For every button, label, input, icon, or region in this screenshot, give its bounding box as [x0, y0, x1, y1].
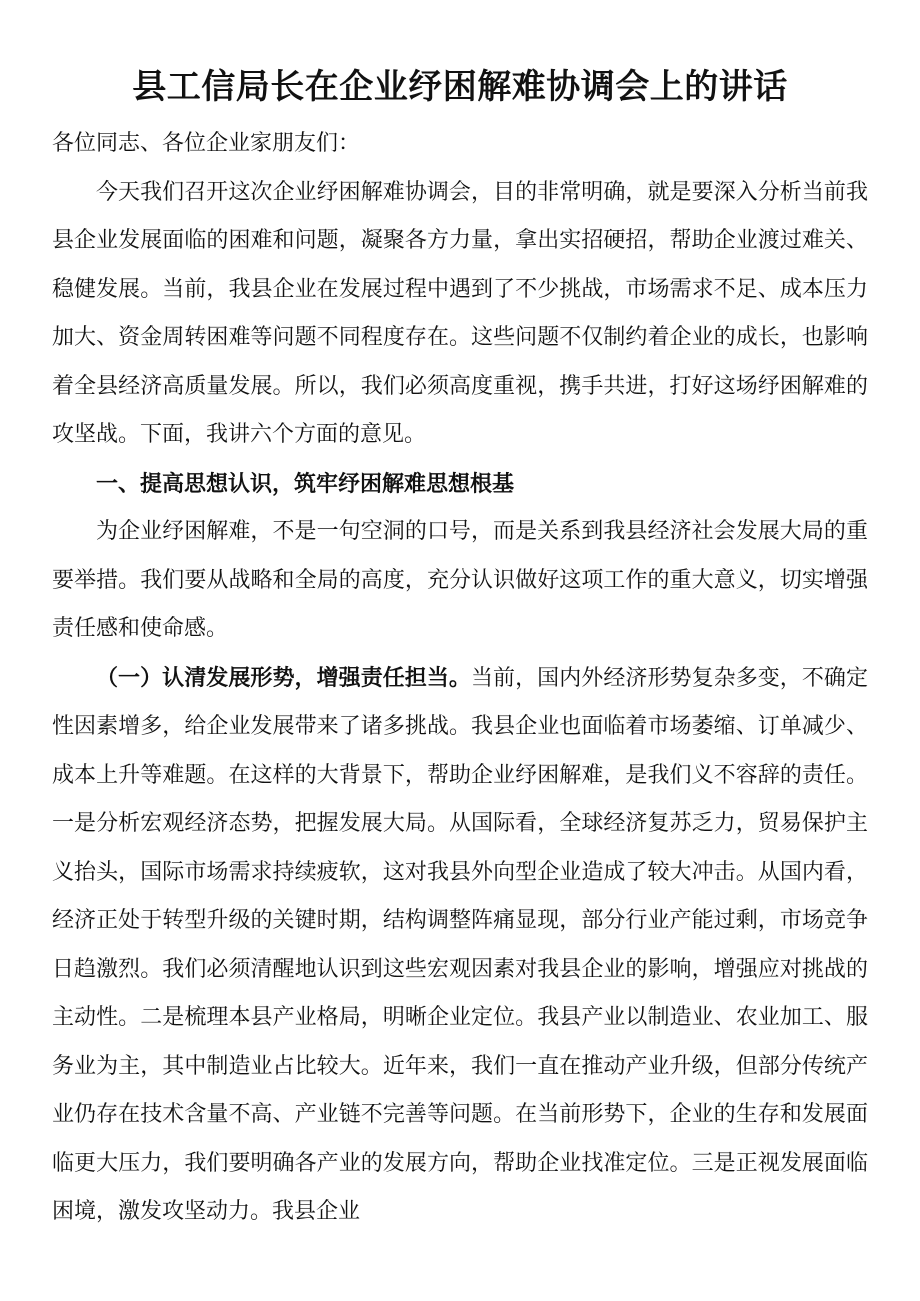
subsection-1-paragraph: [52, 654, 868, 1237]
subsection-1-body: 当前，国内外经济形势复杂多变，不确定性因素增多，给企业发展带来了诸多挑战。我县企业也面临着市场萎缩、订单减少、成本上升等难题。在这样的大背景下，帮助企业纾困解难，是我们义不容辞的责任。一是分析宏观经济态势，把握发展大局。从国际看，全球经济复苏乏力，贸易保护主义抬头，国际市场需求持续疲软，这对我县外向型企业造成了较大冲击。从国内看，经济正处于转型升级的关键时期，结构调整阵痛显现，部分行业产能过剩，市场竞争日趋激烈。我们必须清醒地认识到这些宏观因素对我县企业的影响，增强应对挑战的主动性。二是梳理本县产业格局，明晰企业定位。我县产业以制造业、农业加工、服务业为主，其中制造业占比较大。近年来，我们一直在推动产业升级，但部分传统产业仍存在技术含量不高、产业链不完善等问题。在当前形势下，企业的生存和发展面临更大压力，我们要明确各产业的发展方向，帮助企业找准定位。三是正视发展面临困境，激发攻坚动力。我县企业: [52, 665, 868, 1224]
section-heading-1: 一、提高思想认识，筑牢纾困解难思想根基: [96, 470, 515, 497]
document-title: 县工信局长在企业纾困解难协调会上的讲话: [132, 67, 788, 107]
intro-paragraph: 今天我们召开这次企业纾困解难协调会，目的非常明确，就是要深入分析当前我县企业发展面临的困难和问题，凝聚各方力量，拿出实招硬招，帮助企业渡过难关、稳健发展。当前，我县企业在发展过程中遇到了不少挑战，市场需求不足、成本压力加大、资金周转困难等问题不同程度存在。这些问题不仅制约着企业的成长，也影响着全县经济高质量发展。所以，我们必须高度重视，携手共进，打好这场纾困解难的攻坚战。下面，我讲六个方面的意见。: [52, 179, 868, 447]
subsection-heading-1: （一）认清发展形势，增强责任担当。: [96, 664, 471, 691]
section-1-paragraph: 为企业纾困解难，不是一句空洞的口号，而是关系到我县经济社会发展大局的重要举措。我们要从战略和全局的高度，充分认识做好这项工作的重大意义，切实增强责任感和使命感。: [52, 519, 868, 641]
salutation: 各位同志、各位企业家朋友们：: [52, 131, 361, 156]
